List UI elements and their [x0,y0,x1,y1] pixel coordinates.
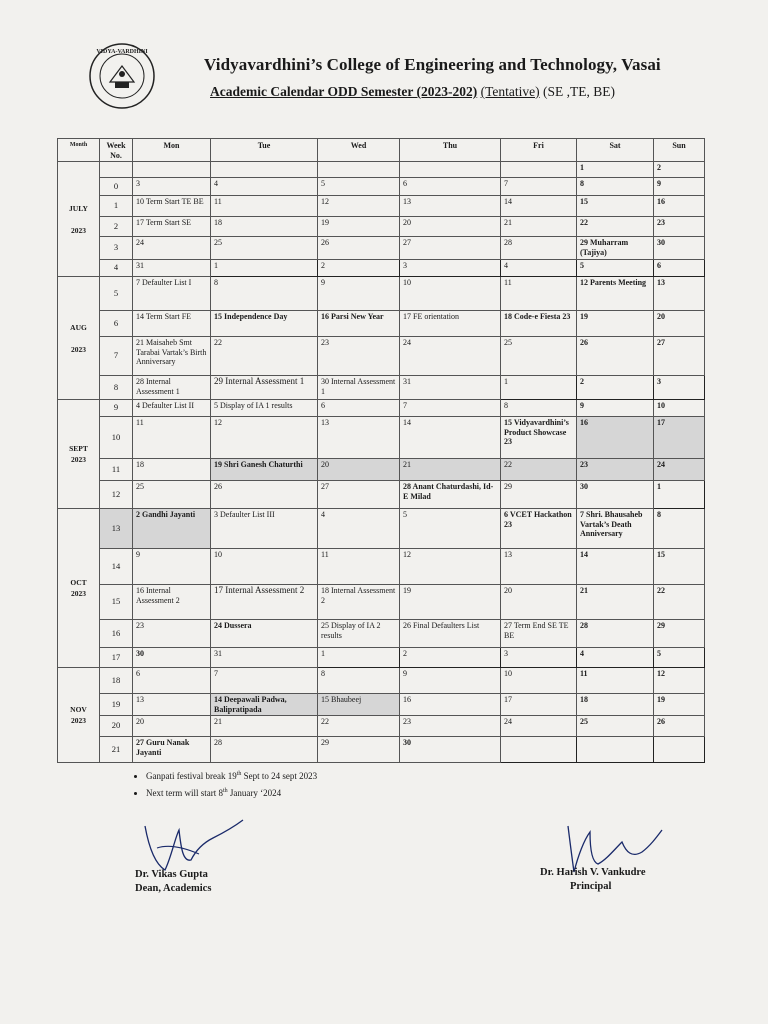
day-cell: 7 Defaulter List I [133,277,211,311]
day-cell [318,162,400,178]
table-row [58,737,705,763]
day-cell: 7 [400,400,501,417]
week-cell: 6 [100,311,133,337]
day-cell: 24 Dussera [211,620,318,648]
day-cell: 12 [211,417,318,459]
header-thu: Thu [400,139,501,162]
day-cell: 12 [318,196,400,217]
day-cell: 28 Internal Assessment 1 [133,376,211,400]
day-cell: 17 Term Start SE [133,217,211,237]
day-cell: 14 Term Start FE [133,311,211,337]
day-cell: 9 [577,400,654,417]
day-cell: 10 Term Start TE BE [133,196,211,217]
day-cell: 21 [577,585,654,620]
header-week: Week No. [100,139,133,162]
header-mon: Mon [133,139,211,162]
day-cell: 2 Gandhi Jayanti [133,509,211,549]
day-cell: 19 [400,585,501,620]
signature-dean [135,818,245,894]
day-cell: 1 [577,162,654,178]
header-wed: Wed [318,139,400,162]
day-cell: 21 [211,716,318,737]
day-cell: 12 Parents Meeting [577,277,654,311]
day-cell [211,162,318,178]
week-cell: 21 [100,737,133,763]
day-cell: 20 [318,459,400,481]
day-cell: 8 [211,277,318,311]
day-cell: 21 Maisaheb Smt Tarabai Vartak’s Birth Anniversary [133,337,211,376]
header-sun: Sun [654,139,705,162]
week-cell: 10 [100,417,133,459]
principal-name: Dr. Harish V. Vankudre [540,867,646,878]
week-cell: 2 [100,217,133,237]
day-cell: 13 [654,277,705,311]
day-cell: 26 [211,481,318,509]
day-cell: 18 [577,694,654,716]
day-cell: 2 [400,648,501,668]
day-cell: 11 [318,549,400,585]
day-cell: 6 [318,400,400,417]
day-cell: 30 [577,481,654,509]
college-logo-icon [88,42,156,110]
day-cell: 9 [133,549,211,585]
week-cell: 9 [100,400,133,417]
week-cell: 1 [100,196,133,217]
day-cell: 10 [501,668,577,694]
day-cell: 10 [211,549,318,585]
day-cell: 30 [133,648,211,668]
day-cell: 28 Anant Chaturdashi, Id-E Milad [400,481,501,509]
day-cell: 13 [133,694,211,716]
day-cell: 15 Bhaubeej [318,694,400,716]
academic-calendar-table [57,138,705,763]
day-cell: 4 [318,509,400,549]
day-cell: 25 [133,481,211,509]
day-cell: 25 [501,337,577,376]
day-cell [400,162,501,178]
header-row [58,139,705,162]
week-cell [100,162,133,178]
day-cell: 5 [318,178,400,196]
table-row [58,400,705,417]
day-cell: 30 Internal Assessment 1 [318,376,400,400]
day-cell: 15 Vidyavardhini’s Product Showcase 23 [501,417,577,459]
day-cell: 1 [654,481,705,509]
week-cell: 5 [100,277,133,311]
week-cell: 14 [100,549,133,585]
day-cell: 19 Shri Ganesh Chaturthi [211,459,318,481]
day-cell: 31 [400,376,501,400]
day-cell: 4 [211,178,318,196]
day-cell [654,737,705,763]
day-cell: 27 [400,237,501,260]
table-row [58,417,705,459]
subtitle-tail: (SE ,TE, BE) [542,84,615,99]
day-cell: 18 [211,217,318,237]
day-cell: 23 [654,217,705,237]
day-cell: 8 [318,668,400,694]
day-cell: 2 [654,162,705,178]
day-cell: 9 [400,668,501,694]
day-cell: 24 [133,237,211,260]
day-cell: 20 [400,217,501,237]
week-cell: 18 [100,668,133,694]
week-cell: 17 [100,648,133,668]
day-cell: 2 [577,376,654,400]
week-cell: 16 [100,620,133,648]
day-cell: 12 [654,668,705,694]
week-cell: 4 [100,260,133,277]
subtitle-main: Academic Calendar ODD Semester (2023-202) [210,84,478,99]
table-row [58,260,705,277]
day-cell: 20 [501,585,577,620]
day-cell: 12 [400,549,501,585]
day-cell: 15 Independence Day [211,311,318,337]
day-cell: 13 [501,549,577,585]
day-cell: 21 [501,217,577,237]
table-row [58,549,705,585]
day-cell: 17 Internal Assessment 2 [211,585,318,620]
week-cell: 13 [100,509,133,549]
day-cell: 10 [654,400,705,417]
week-cell: 19 [100,694,133,716]
day-cell: 17 [501,694,577,716]
day-cell: 24 [501,716,577,737]
table-row [58,178,705,196]
week-cell: 7 [100,337,133,376]
month-nov: NOV 2023 [58,668,100,763]
table-row [58,311,705,337]
day-cell: 22 [577,217,654,237]
day-cell: 8 [501,400,577,417]
day-cell: 18 Internal Assessment 2 [318,585,400,620]
day-cell: 14 [400,417,501,459]
day-cell: 16 Internal Assessment 2 [133,585,211,620]
header-tue: Tue [211,139,318,162]
table-row [58,716,705,737]
table-row [58,237,705,260]
day-cell: 2 [318,260,400,277]
day-cell: 5 [400,509,501,549]
header-month: Month [58,139,100,162]
table-row [58,162,705,178]
month-oct: OCT 2023 [58,509,100,668]
day-cell: 6 [133,668,211,694]
day-cell: 19 [318,217,400,237]
month-sept: SEPT 2023 [58,400,100,509]
day-cell: 27 Term End SE TE BE [501,620,577,648]
day-cell: 7 Shri. Bhausaheb Vartak’s Death Anniversary [577,509,654,549]
day-cell: 23 [400,716,501,737]
week-cell: 20 [100,716,133,737]
table-row [58,509,705,549]
day-cell: 1 [318,648,400,668]
day-cell: 16 [400,694,501,716]
day-cell [501,737,577,763]
day-cell: 11 [133,417,211,459]
day-cell: 26 [577,337,654,376]
day-cell: 17 [654,417,705,459]
day-cell: 23 [133,620,211,648]
table-row [58,459,705,481]
week-cell: 8 [100,376,133,400]
week-cell: 12 [100,481,133,509]
day-cell: 14 [577,549,654,585]
table-row [58,376,705,400]
day-cell: 14 [501,196,577,217]
table-row [58,217,705,237]
signature-principal [540,822,670,892]
day-cell: 7 [501,178,577,196]
day-cell: 18 Code-e Fiesta 23 [501,311,577,337]
calendar-subtitle [210,84,615,100]
day-cell: 11 [501,277,577,311]
day-cell: 3 [133,178,211,196]
day-cell: 20 [654,311,705,337]
day-cell: 6 [400,178,501,196]
day-cell: 31 [133,260,211,277]
day-cell: 18 [133,459,211,481]
day-cell: 13 [318,417,400,459]
day-cell: 8 [654,509,705,549]
day-cell: 1 [211,260,318,277]
day-cell: 26 [318,237,400,260]
college-title: Vidyavardhini’s College of Engineering and Technology, Vasai [204,55,661,74]
week-cell: 11 [100,459,133,481]
day-cell: 10 [400,277,501,311]
table-row [58,337,705,376]
day-cell: 25 [211,237,318,260]
subtitle-tentative: (Tentative) [480,84,540,99]
day-cell: 21 [400,459,501,481]
note-ganpati: • Ganpati festival break 19th Sept to 24 sept 2023 [146,767,317,784]
day-cell: 22 [318,716,400,737]
day-cell: 26 Final Defaulters List [400,620,501,648]
day-cell: 19 [577,311,654,337]
week-cell: 15 [100,585,133,620]
table-row [58,196,705,217]
day-cell: 30 [400,737,501,763]
day-cell: 24 [654,459,705,481]
day-cell: 15 [654,549,705,585]
day-cell: 29 Internal Assessment 1 [211,376,318,400]
day-cell: 22 [501,459,577,481]
day-cell: 27 Guru Nanak Jayanti [133,737,211,763]
day-cell: 27 [318,481,400,509]
day-cell: 29 [654,620,705,648]
day-cell [577,737,654,763]
day-cell: 5 [577,260,654,277]
header-fri: Fri [501,139,577,162]
day-cell: 22 [654,585,705,620]
day-cell: 16 Parsi New Year [318,311,400,337]
day-cell: 22 [211,337,318,376]
table-row [58,648,705,668]
day-cell: 11 [577,668,654,694]
day-cell: 13 [400,196,501,217]
day-cell: 28 [211,737,318,763]
day-cell: 25 [577,716,654,737]
day-cell: 24 [400,337,501,376]
principal-role: Principal [570,881,612,892]
day-cell [133,162,211,178]
day-cell: 5 Display of IA 1 results [211,400,318,417]
table-row [58,277,705,311]
month-july: JULY 2023 [58,162,100,277]
table-row [58,585,705,620]
day-cell: 1 [501,376,577,400]
notes [136,767,317,801]
day-cell: 3 Defaulter List III [211,509,318,549]
day-cell: 3 [400,260,501,277]
day-cell: 31 [211,648,318,668]
table-row [58,620,705,648]
day-cell: 28 [501,237,577,260]
day-cell: 9 [318,277,400,311]
table-row [58,481,705,509]
logo-text: VIDYA-VARDHINI [96,49,148,55]
day-cell: 17 FE orientation [400,311,501,337]
day-cell: 29 Muharram (Tajiya) [577,237,654,260]
day-cell: 16 [577,417,654,459]
day-cell: 26 [654,716,705,737]
day-cell: 9 [654,178,705,196]
month-aug: AUG 2023 [58,277,100,400]
day-cell: 5 [654,648,705,668]
day-cell: 20 [133,716,211,737]
day-cell: 4 [501,260,577,277]
day-cell: 4 Defaulter List II [133,400,211,417]
table-row [58,668,705,694]
day-cell: 15 [577,196,654,217]
day-cell: 29 [501,481,577,509]
week-cell: 3 [100,237,133,260]
day-cell: 28 [577,620,654,648]
day-cell: 11 [211,196,318,217]
day-cell: 25 Display of IA 2 results [318,620,400,648]
day-cell: 27 [654,337,705,376]
day-cell: 29 [318,737,400,763]
day-cell: 16 [654,196,705,217]
day-cell: 30 [654,237,705,260]
week-cell: 0 [100,178,133,196]
day-cell: 8 [577,178,654,196]
header-sat: Sat [577,139,654,162]
day-cell [501,162,577,178]
day-cell: 23 [577,459,654,481]
day-cell: 6 [654,260,705,277]
note-next-term: • Next term will start 8th January ‘2024 [146,784,317,801]
dean-role: Dean, Academics [135,883,212,894]
day-cell: 23 [318,337,400,376]
dean-name: Dr. Vikas Gupta [135,869,208,880]
table-row [58,694,705,716]
day-cell: 7 [211,668,318,694]
day-cell: 3 [501,648,577,668]
day-cell: 3 [654,376,705,400]
day-cell: 19 [654,694,705,716]
day-cell: 4 [577,648,654,668]
day-cell: 6 VCET Hackathon 23 [501,509,577,549]
day-cell: 14 Deepawali Padwa, Balipratipada [211,694,318,716]
